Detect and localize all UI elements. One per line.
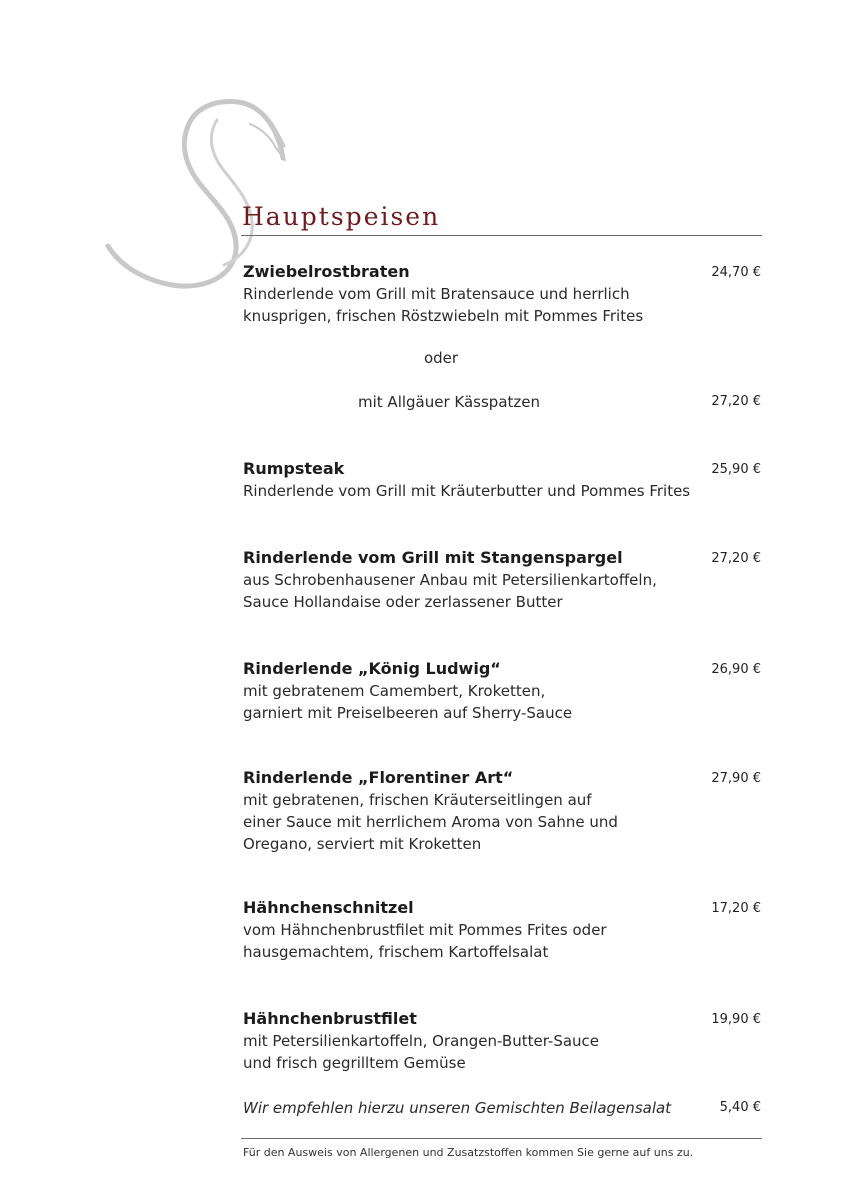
or-separator: oder (423, 349, 459, 367)
dish-description-line: hausgemachtem, frischem Kartoffelsalat (243, 943, 549, 961)
allergen-footnote: Für den Ausweis von Allergenen und Zusatzstoffen kommen Sie gerne auf uns zu. (243, 1146, 694, 1159)
variant-label: mit Allgäuer Kässpatzen (358, 393, 541, 411)
side-salad-recommendation (243, 1097, 761, 1119)
dish-description-line: Rinderlende vom Grill mit Kräuterbutter und Pommes Frites (243, 482, 691, 500)
dish-description-line: Sauce Hollandaise oder zerlassener Butter (243, 593, 563, 611)
title-divider (241, 235, 762, 236)
menu-item-haehnchenschnitzel (243, 897, 761, 963)
dish-description-line: mit Petersilienkartoffeln, Orangen-Butter-Sauce (243, 1032, 600, 1050)
dish-name: Zwiebelrostbraten (243, 262, 410, 281)
recommendation-text: Wir empfehlen hierzu unseren Gemischten Beilagensalat (243, 1099, 672, 1117)
dish-description-line: mit gebratenem Camembert, Kroketten, (243, 682, 546, 700)
dish-description-line: knusprigen, frischen Röstzwiebeln mit Pommes Frites (243, 307, 644, 325)
menu-item-zwiebelrostbraten (243, 261, 761, 327)
dish-description-line: einer Sauce mit herrlichem Aroma von Sahne und (243, 813, 618, 831)
dish-description-line: und frisch gegrilltem Gemüse (243, 1054, 466, 1072)
menu-item-florentiner-art (243, 767, 761, 855)
dish-description-line: mit gebratenen, frischen Kräuterseitlingen auf (243, 791, 592, 809)
dish-price: 25,90 € (711, 462, 761, 477)
menu-item-haehnchenbrustfilet (243, 1008, 761, 1074)
dish-name: Hähnchenschnitzel (243, 898, 414, 917)
menu-item-rumpsteak (243, 458, 761, 502)
dish-name: Hähnchenbrustfilet (243, 1009, 417, 1028)
dish-description-line: Oregano, serviert mit Kroketten (243, 835, 482, 853)
footer-divider (241, 1138, 762, 1139)
dish-price: 19,90 € (711, 1012, 761, 1027)
dish-description-line: vom Hähnchenbrustfilet mit Pommes Frites oder (243, 921, 607, 939)
variant-price: 27,20 € (711, 394, 761, 409)
dish-name: Rumpsteak (243, 459, 345, 478)
dish-name: Rinderlende „König Ludwig“ (243, 659, 501, 678)
dish-price: 26,90 € (711, 662, 761, 677)
dish-description-line: garniert mit Preiselbeeren auf Sherry-Sauce (243, 704, 573, 722)
dish-price: 24,70 € (711, 265, 761, 280)
recommendation-price: 5,40 € (719, 1100, 761, 1115)
menu-item-stangenspargel (243, 547, 761, 613)
menu-item-koenig-ludwig (243, 658, 761, 724)
dish-price: 27,20 € (711, 551, 761, 566)
dish-name: Rinderlende vom Grill mit Stangenspargel (243, 548, 623, 567)
page-title: Hauptspeisen (242, 202, 441, 231)
dish-price: 17,20 € (711, 901, 761, 916)
dish-description-line: aus Schrobenhausener Anbau mit Petersilienkartoffeln, (243, 571, 657, 589)
dish-price: 27,90 € (711, 771, 761, 786)
dish-description-line: Rinderlende vom Grill mit Bratensauce und herrlich (243, 285, 630, 303)
dish-name: Rinderlende „Florentiner Art“ (243, 768, 514, 787)
